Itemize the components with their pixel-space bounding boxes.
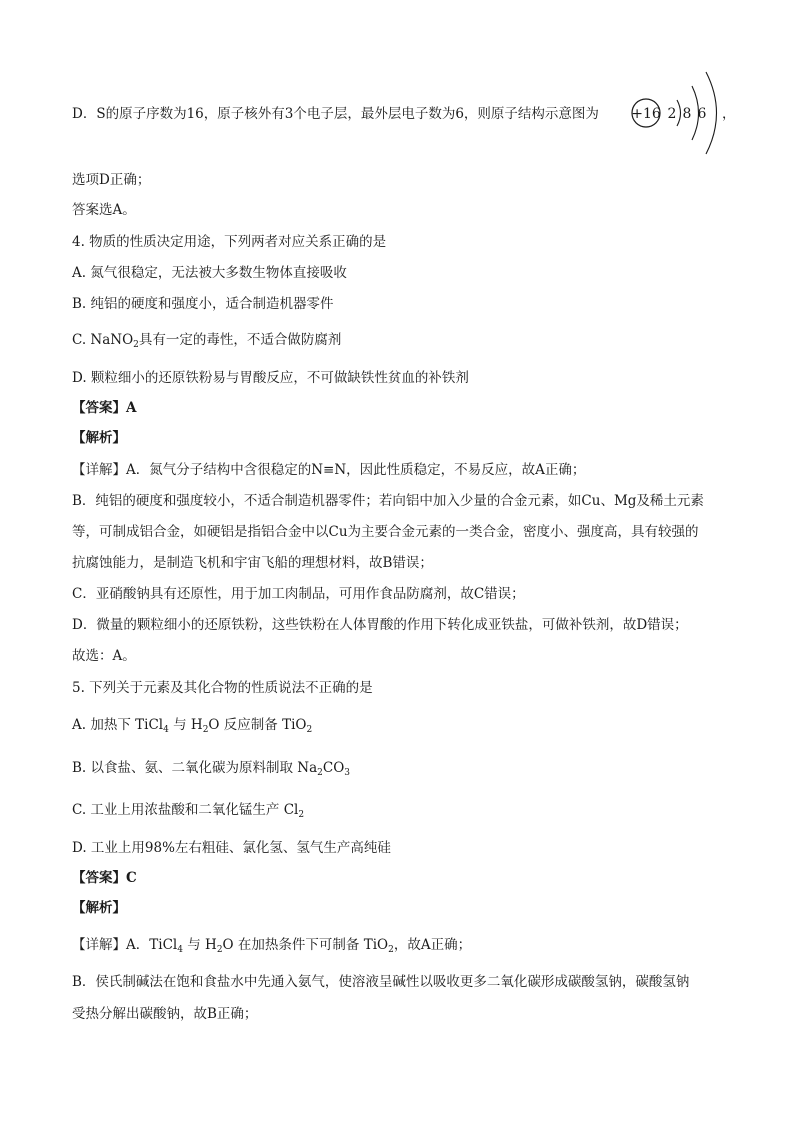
q4-detail-c: C．亚硝酸钠具有还原性，用于加工肉制品，可用作食品防腐剂，故C错误； bbox=[72, 586, 525, 602]
q4-analysis-label: 【解析】 bbox=[72, 430, 126, 446]
q4-detail-a: 【详解】A．氮气分子结构中含很稳定的N≡N，因此性质稳定，不易反应，故A正确； bbox=[72, 462, 586, 478]
q4-detail-b-3: 抗腐蚀能力，是制造飞机和宇宙飞船的理想材料，故B错误； bbox=[72, 555, 433, 571]
q4-detail-d: D．微量的颗粒细小的还原铁粉，这些铁粉在人体胃酸的作用下转化成亚铁盐，可做补铁剂，故D错误； bbox=[72, 617, 688, 633]
q4-stem: 4. 物质的性质决定用途，下列两者对应关系正确的是 bbox=[72, 234, 387, 250]
q4-detail-b-1: B．纯铝的硬度和强度较小，不适合制造机器零件；若向铝中加入少量的合金元素，如Cu、Mg及稀土元素 bbox=[72, 493, 704, 509]
q5-option-d: D. 工业上用98%左右粗硅、氯化氢、氢气生产高纯硅 bbox=[72, 840, 391, 856]
q4-detail-b-2: 等，可制成铝合金，如硬铝是指铝合金中以Cu为主要合金元素的一类合金，密度小、强度高，具有较强的 bbox=[72, 524, 699, 540]
q4-option-c: C. NaNO$_2$具有一定的毒性，不适合做防腐剂 bbox=[72, 332, 342, 350]
document-page bbox=[72, 0, 736, 1123]
q5-stem: 5. 下列关于元素及其化合物的性质说法不正确的是 bbox=[72, 680, 373, 696]
q3-option-d-conclusion: 选项D正确； bbox=[72, 172, 151, 188]
shell-2-electrons: 8 bbox=[682, 106, 692, 122]
q5-answer-label: 【答案】C bbox=[72, 870, 137, 886]
q5-analysis-label: 【解析】 bbox=[72, 900, 126, 916]
q5-detail-b-1: B．侯氏制碱法在饱和食盐水中先通入氨气，使溶液呈碱性以吸收更多二氧化碳形成碳酸氢钠，碳酸氢钠 bbox=[72, 974, 690, 990]
q4-option-d: D. 颗粒细小的还原铁粉易与胃酸反应，不可做缺铁性贫血的补铁剂 bbox=[72, 370, 469, 386]
shell-arc-1 bbox=[677, 100, 681, 126]
q4-conclusion: 故选：A。 bbox=[72, 648, 136, 664]
nucleus-label: +16 bbox=[631, 106, 661, 122]
shell-arc-3 bbox=[706, 72, 717, 154]
q3-option-d-tail: ， bbox=[722, 106, 736, 122]
q5-option-a: A. 加热下 TiCl$_4$ 与 $H_2O$ 反应制备 TiO$_2$ bbox=[72, 717, 313, 735]
shell-1-electrons: 2 bbox=[667, 106, 677, 122]
q4-option-b: B. 纯铝的硬度和强度小，适合制造机器零件 bbox=[72, 296, 334, 312]
q5-detail-a: 【详解】A．TiCl$_4$ 与 $H_2O$ 在加热条件下可制备 TiO$_2$，故A正确； bbox=[72, 937, 472, 955]
q4-option-a: A. 氮气很稳定，无法被大多数生物体直接吸收 bbox=[72, 265, 347, 281]
q3-option-d-text: D．S的原子序数为16，原子核外有3个电子层，最外层电子数为6，则原子结构示意图为 bbox=[72, 106, 599, 122]
q5-option-b: B. 以食盐、氨、二氧化碳为原料制取 $Na_2CO_3$ bbox=[72, 760, 351, 778]
q5-detail-b-2: 受热分解出碳酸钠，故B正确； bbox=[72, 1006, 258, 1022]
q4-answer-label: 【答案】A bbox=[72, 400, 137, 416]
shell-3-electrons: 6 bbox=[697, 106, 707, 122]
q3-answer-line: 答案选A。 bbox=[72, 202, 136, 218]
q3-option-d-line bbox=[72, 104, 599, 124]
q5-option-c: C. 工业上用浓盐酸和二氧化锰生产 $Cl_2$ bbox=[72, 802, 305, 820]
